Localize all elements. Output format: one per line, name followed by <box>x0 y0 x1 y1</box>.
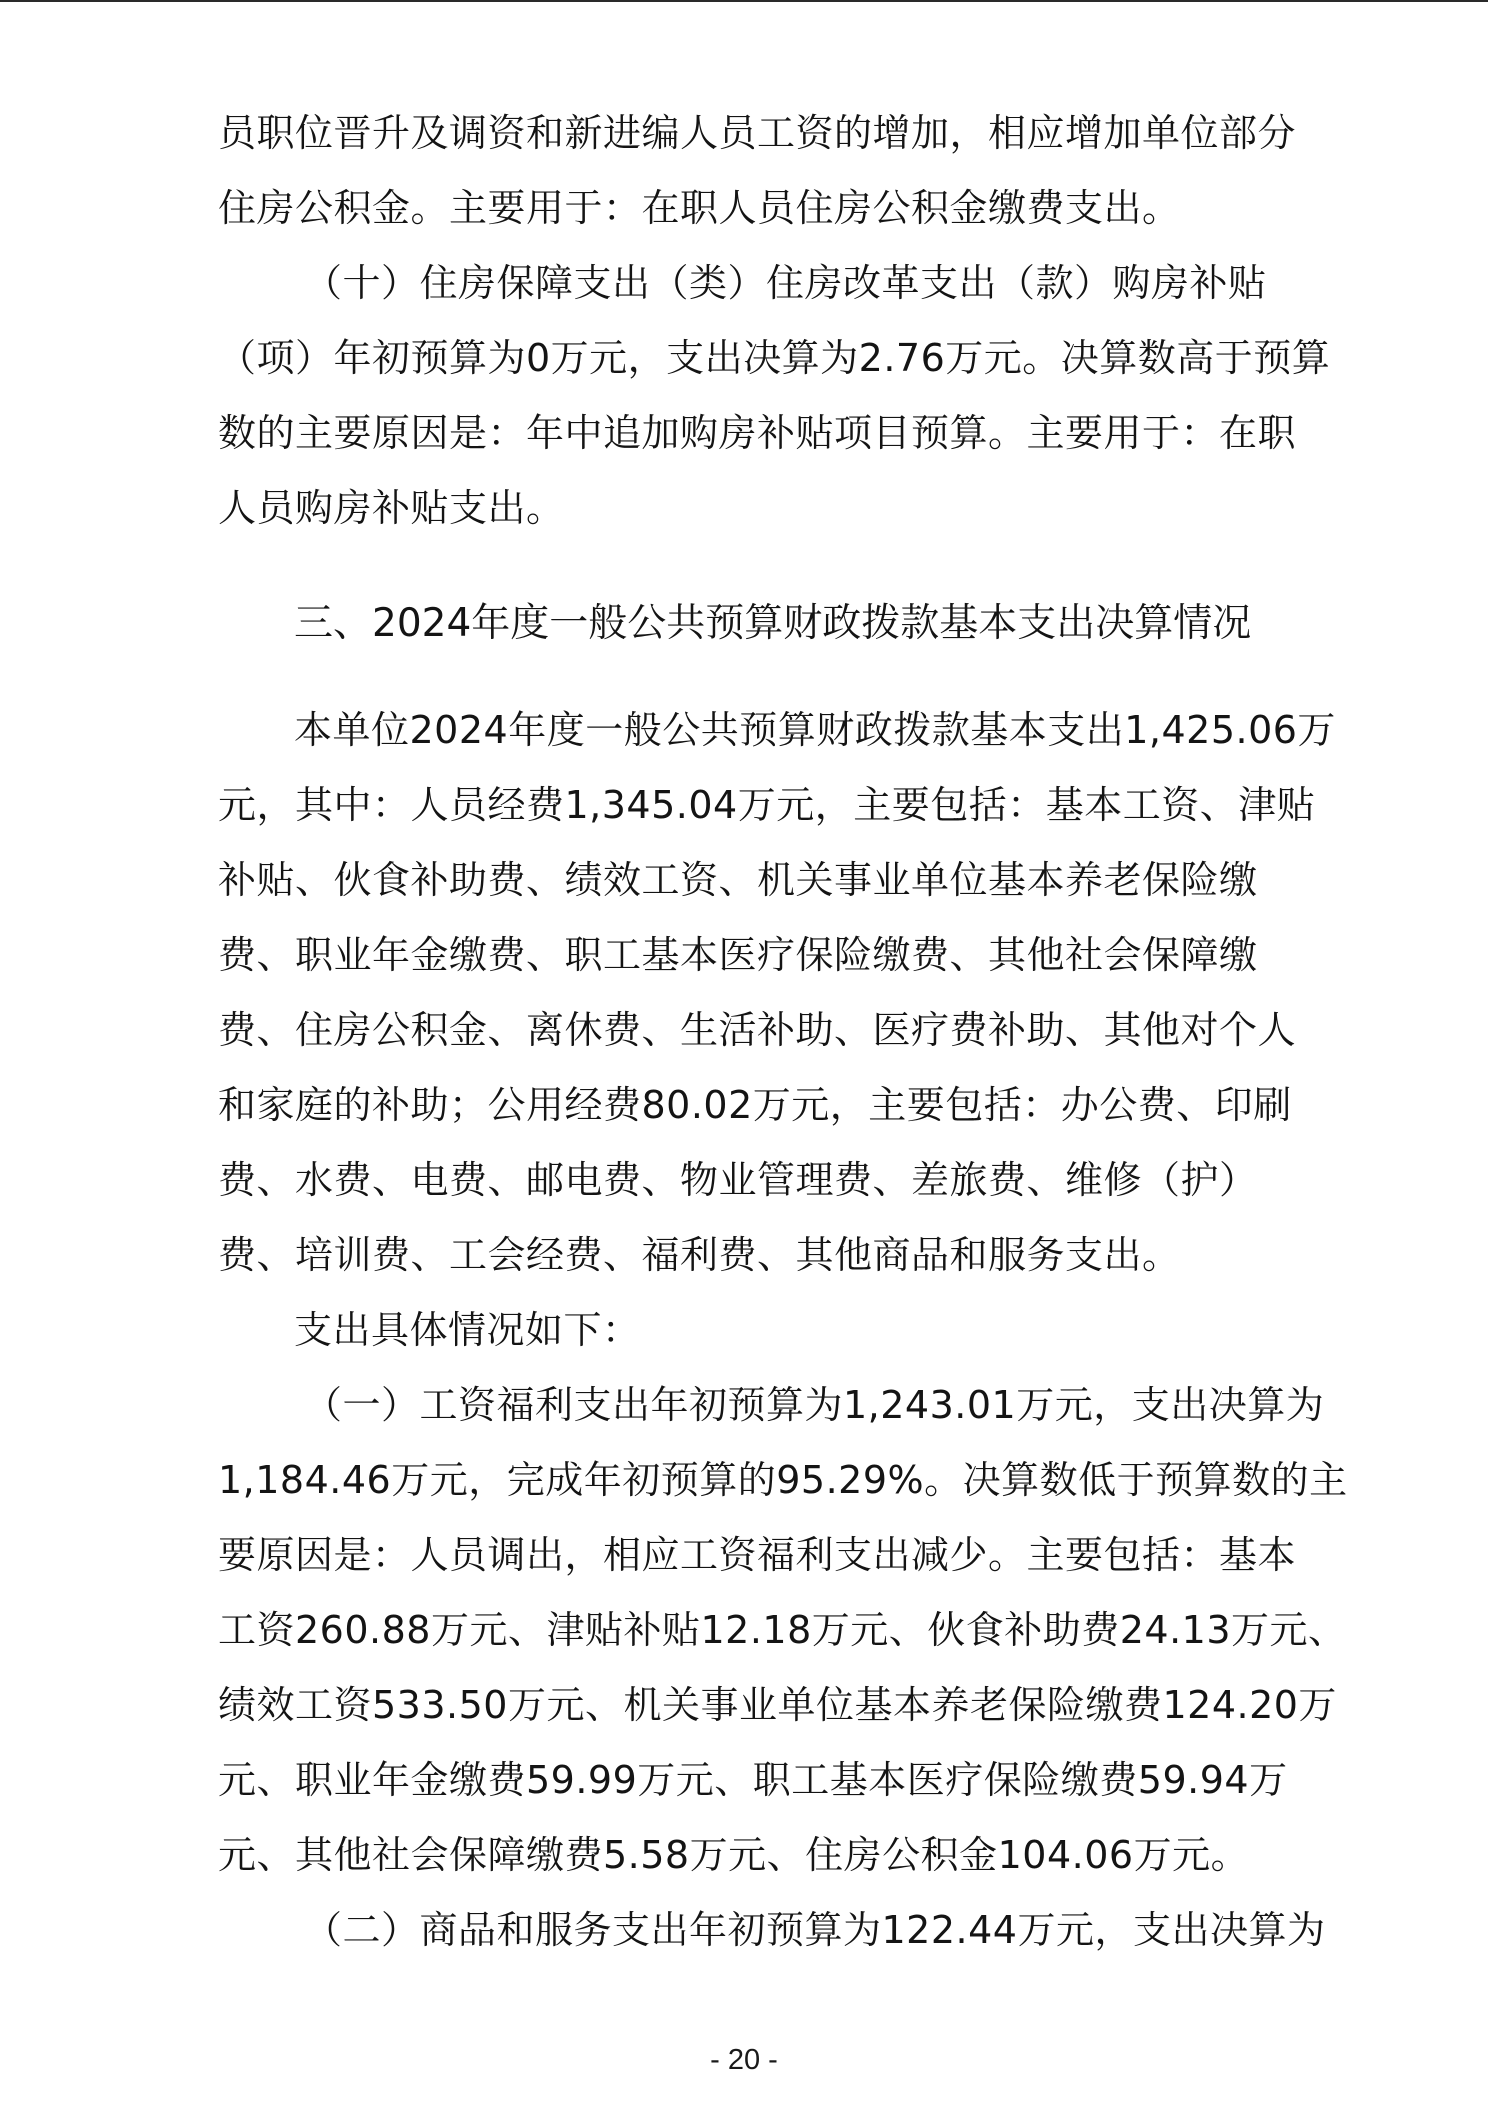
text-line: 工资260.88万元、津贴补贴12.18万元、伙食补助费24.13万元、 <box>218 1608 1347 1652</box>
text-line: 要原因是：人员调出，相应工资福利支出减少。主要包括：基本 <box>218 1533 1297 1577</box>
text-line: （项）年初预算为0万元，支出决算为2.76万元。决算数高于预算 <box>218 336 1331 380</box>
text-line: 数的主要原因是：年中追加购房补贴项目预算。主要用于：在职 <box>218 411 1297 455</box>
text-line: 人员购房补贴支出。 <box>218 486 565 530</box>
text-line: 和家庭的补助；公用经费80.02万元，主要包括：办公费、印刷 <box>218 1083 1292 1127</box>
document-body <box>218 96 1348 1968</box>
text-line: 费、培训费、工会经费、福利费、其他商品和服务支出。 <box>218 1233 1181 1277</box>
paragraph-details-intro <box>218 1293 1286 1368</box>
section-heading: 三、2024年度一般公共预算财政拨款基本支出决算情况 <box>294 601 1252 646</box>
text-line: 费、水费、电费、邮电费、物业管理费、差旅费、维修（护） <box>218 1158 1258 1202</box>
text-line: 费、住房公积金、离休费、生活补助、医疗费补助、其他对个人 <box>218 1008 1297 1052</box>
text-line: 本单位2024年度一般公共预算财政拨款基本支出1,425.06万 <box>294 708 1336 752</box>
text-line: （二）商品和服务支出年初预算为122.44万元，支出决算为 <box>304 1908 1326 1952</box>
paragraph-housing-fund-continued <box>218 96 1297 246</box>
text-line: （一）工资福利支出年初预算为1,243.01万元，支出决算为 <box>304 1383 1325 1427</box>
text-line: 元，其中：人员经费1,345.04万元，主要包括：基本工资、津贴 <box>218 783 1316 827</box>
paragraph-basic-expenditure <box>218 693 1336 1293</box>
text-line: （十）住房保障支出（类）住房改革支出（款）购房补贴 <box>304 261 1267 305</box>
text-line: 住房公积金。主要用于：在职人员住房公积金缴费支出。 <box>218 186 1181 230</box>
page-top-border <box>0 0 1488 2</box>
paragraph-wages-welfare <box>218 1368 1348 1893</box>
text-line: 1,184.46万元，完成年初预算的95.29%。决算数低于预算数的主 <box>218 1458 1348 1502</box>
text-line: 支出具体情况如下： <box>294 1308 641 1352</box>
text-line: 员职位晋升及调资和新进编人员工资的增加，相应增加单位部分 <box>218 111 1297 155</box>
text-line: 绩效工资533.50万元、机关事业单位基本养老保险缴费124.20万 <box>218 1683 1337 1727</box>
paragraph-housing-subsidy <box>218 246 1331 546</box>
text-line: 元、其他社会保障缴费5.58万元、住房公积金104.06万元。 <box>218 1833 1250 1877</box>
text-line: 费、职业年金缴费、职工基本医疗保险缴费、其他社会保障缴 <box>218 933 1258 977</box>
paragraph-goods-services <box>218 1893 1326 1968</box>
text-line: 补贴、伙食补助费、绩效工资、机关事业单位基本养老保险缴 <box>218 858 1258 902</box>
text-line: 元、职业年金缴费59.99万元、职工基本医疗保险缴费59.94万 <box>218 1758 1288 1802</box>
page-number: - 20 - <box>710 2044 778 2076</box>
